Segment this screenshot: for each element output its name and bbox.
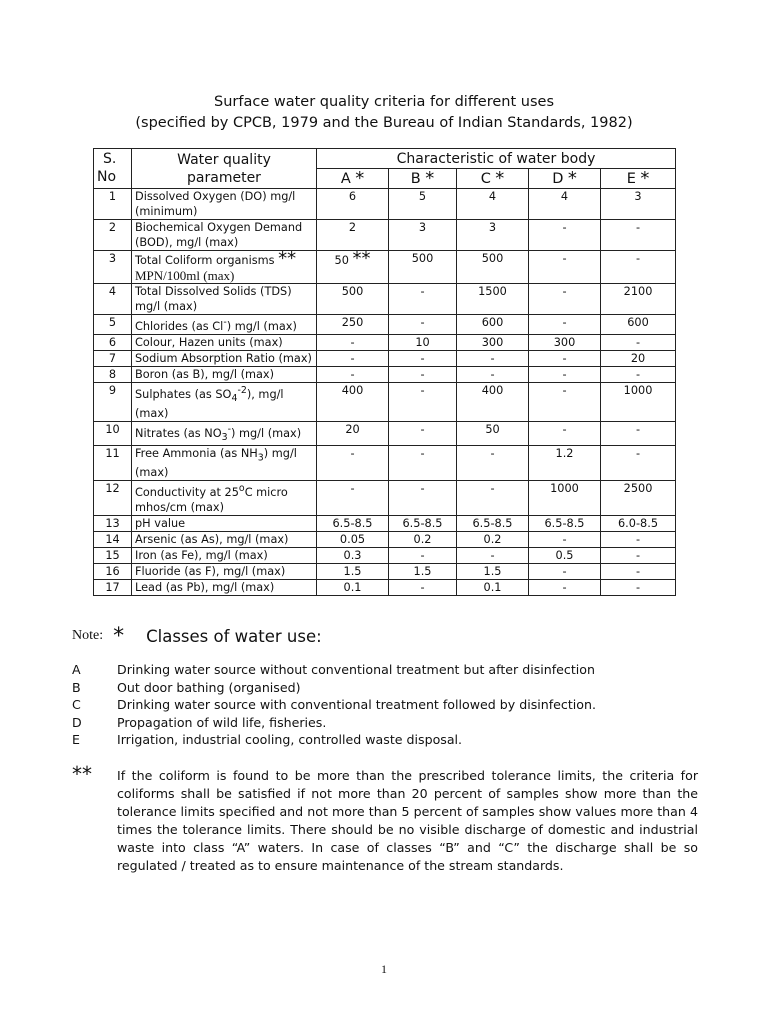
value-cell: 2500 xyxy=(601,481,676,516)
value-cell: 20 xyxy=(601,350,676,366)
value-cell: - xyxy=(529,350,601,366)
parameter-cell xyxy=(132,366,317,382)
row-number: 6 xyxy=(94,334,132,350)
table-row xyxy=(94,382,676,421)
parameter-cell xyxy=(132,315,317,335)
value-cell: - xyxy=(529,220,601,251)
value-cell: 1000 xyxy=(601,382,676,421)
parameter-superscript: - xyxy=(223,317,227,328)
parameter-name: Sodium Absorption Ratio (max) xyxy=(135,351,312,365)
parameter-cell xyxy=(132,334,317,350)
value-cell: 3 xyxy=(389,220,457,251)
table-row xyxy=(94,334,676,350)
class-letter-a: A xyxy=(340,171,351,187)
value-cell: - xyxy=(457,350,529,366)
parameter-name: Arsenic (as As), mg/l (max) xyxy=(135,532,289,546)
value-cell: - xyxy=(389,481,457,516)
table-row xyxy=(94,315,676,335)
parameter-cell xyxy=(132,220,317,251)
value-cell: - xyxy=(389,315,457,335)
parameter-cell xyxy=(132,284,317,315)
row-number: 13 xyxy=(94,515,132,531)
footnote-marker: ** xyxy=(72,762,92,786)
value-cell: 400 xyxy=(457,382,529,421)
value-cell: - xyxy=(529,366,601,382)
row-number: 4 xyxy=(94,284,132,315)
parameter-cell xyxy=(132,531,317,547)
value-cell: 4 xyxy=(529,189,601,220)
value-cell: - xyxy=(389,421,457,445)
classes-heading: Classes of water use: xyxy=(146,626,322,646)
characteristic-header: Characteristic of water body xyxy=(317,149,676,169)
value-cell: - xyxy=(389,445,457,480)
value-cell: 0.1 xyxy=(317,579,389,595)
value-cell: - xyxy=(389,350,457,366)
parameter-cell xyxy=(132,350,317,366)
note-marker: * xyxy=(113,623,125,649)
value-cell: - xyxy=(601,547,676,563)
value-cell: 3 xyxy=(457,220,529,251)
note-label: Note: xyxy=(72,628,104,643)
value-cell: 6.5-8.5 xyxy=(529,515,601,531)
class-item xyxy=(72,731,672,749)
value-cell: 500 xyxy=(389,251,457,284)
value-cell: 500 xyxy=(457,251,529,284)
value-cell: - xyxy=(529,251,601,284)
parameter-name: Free Ammonia (as NH xyxy=(135,446,258,460)
value-cell: - xyxy=(601,251,676,284)
row-number: 17 xyxy=(94,579,132,595)
parameter-cell xyxy=(132,515,317,531)
parameter-name: Total Coliform organisms xyxy=(135,254,275,267)
parameter-name: Total Dissolved Solids (TDS) mg/l (max) xyxy=(135,285,292,313)
sno-header-line2: No xyxy=(97,169,117,185)
class-header-b xyxy=(389,169,457,189)
value-cell: - xyxy=(529,563,601,579)
table-row xyxy=(94,366,676,382)
parameter-unit: MPN/100ml (max) xyxy=(135,268,235,283)
value-cell: 20 xyxy=(317,421,389,445)
value-cell: 1.5 xyxy=(317,563,389,579)
value-cell: - xyxy=(317,481,389,516)
class-header-c xyxy=(457,169,529,189)
parameter-name: Fluoride (as F), mg/l (max) xyxy=(135,564,286,578)
parameter-name: Sulphates (as SO xyxy=(135,387,232,401)
value-cell: 1.5 xyxy=(389,563,457,579)
parameter-cell xyxy=(132,421,317,445)
value-cell: 50 xyxy=(457,421,529,445)
value-cell: - xyxy=(389,366,457,382)
class-letter-b: B xyxy=(410,171,421,187)
parameter-name: Colour, Hazen units (max) xyxy=(135,335,283,349)
row-number: 16 xyxy=(94,563,132,579)
value-cell xyxy=(317,248,389,284)
value-cell: - xyxy=(601,366,676,382)
value-cell: - xyxy=(601,421,676,445)
class-header-e xyxy=(601,169,676,189)
row-number: 10 xyxy=(94,421,132,445)
row-number: 2 xyxy=(94,220,132,251)
parameter-name: Nitrates (as NO xyxy=(135,426,222,440)
table-row xyxy=(94,445,676,480)
class-header-a xyxy=(317,169,389,189)
value-cell: 300 xyxy=(457,334,529,350)
class-item xyxy=(72,696,672,714)
value-cell: 1.5 xyxy=(457,563,529,579)
parameter-suffix: ) mg/l (max) xyxy=(231,426,302,440)
class-item-text: Drinking water source without conventional treatment but after disinfection xyxy=(117,662,595,677)
table-row xyxy=(94,220,676,251)
row-number: 11 xyxy=(94,445,132,480)
value-cell: 1500 xyxy=(457,284,529,315)
page-number: 1 xyxy=(381,962,387,976)
value-marker: ** xyxy=(352,248,371,269)
value-cell: - xyxy=(457,445,529,480)
parameter-name: Lead (as Pb), mg/l (max) xyxy=(135,580,275,594)
value-cell: - xyxy=(601,445,676,480)
row-number: 3 xyxy=(94,251,132,284)
parameter-suffix: ), mg/l (max) xyxy=(135,387,284,420)
row-number: 15 xyxy=(94,547,132,563)
parameter-cell xyxy=(132,189,317,220)
table-row xyxy=(94,579,676,595)
class-item-letter: A xyxy=(72,662,81,677)
table-row xyxy=(94,284,676,315)
table-header-row xyxy=(94,149,676,169)
class-marker: * xyxy=(640,168,650,189)
class-item xyxy=(72,661,672,679)
class-item-text: Out door bathing (organised) xyxy=(117,679,301,695)
value-cell: - xyxy=(529,284,601,315)
value-cell: 6.5-8.5 xyxy=(457,515,529,531)
value-cell: 600 xyxy=(601,315,676,335)
parameter-name: Dissolved Oxygen (DO) mg/l (minimum) xyxy=(135,190,296,218)
value-cell: - xyxy=(389,284,457,315)
value-number: 50 xyxy=(334,254,349,267)
table-row xyxy=(94,189,676,220)
value-cell: - xyxy=(457,366,529,382)
water-quality-table xyxy=(93,148,676,596)
parameter-superscript: - xyxy=(227,423,231,435)
table-row xyxy=(94,515,676,531)
value-cell: 250 xyxy=(317,315,389,335)
parameter-name: Conductivity at 25 xyxy=(135,485,239,499)
parameter-cell xyxy=(132,382,317,421)
parameter-superscript: -2 xyxy=(237,384,247,396)
value-cell: - xyxy=(529,315,601,335)
row-number: 9 xyxy=(94,382,132,421)
class-marker: * xyxy=(355,168,365,189)
value-cell: 400 xyxy=(317,382,389,421)
class-item-letter: C xyxy=(72,697,81,712)
value-cell: - xyxy=(389,547,457,563)
table-row xyxy=(94,350,676,366)
class-item-letter: B xyxy=(72,679,81,695)
value-cell: 600 xyxy=(457,315,529,335)
parameter-name: Chlorides (as Cl xyxy=(135,319,224,333)
parameter-name: Iron (as Fe), mg/l (max) xyxy=(135,548,268,562)
value-cell: - xyxy=(529,382,601,421)
table-row xyxy=(94,531,676,547)
value-cell: 0.05 xyxy=(317,531,389,547)
value-cell: - xyxy=(601,220,676,251)
value-cell: - xyxy=(601,531,676,547)
value-cell: 3 xyxy=(601,189,676,220)
parameter-subscript: 3 xyxy=(257,452,264,464)
sno-header xyxy=(94,149,132,189)
class-item xyxy=(72,679,672,697)
class-item-letter: D xyxy=(72,714,82,730)
value-cell: - xyxy=(317,366,389,382)
class-item-text: Irrigation, industrial cooling, controlled waste disposal. xyxy=(117,732,463,747)
note-line xyxy=(72,624,322,648)
parameter-suffix: ) mg/l (max) xyxy=(135,446,297,480)
class-letter-e: E xyxy=(626,171,636,187)
value-cell: - xyxy=(601,563,676,579)
value-cell: 6.5-8.5 xyxy=(389,515,457,531)
row-number: 14 xyxy=(94,531,132,547)
parameter-cell xyxy=(132,579,317,595)
parameter-name: Biochemical Oxygen Demand (BOD), mg/l (max) xyxy=(135,221,303,249)
parameter-subscript: 4 xyxy=(231,392,238,404)
value-cell: 1.2 xyxy=(529,445,601,480)
class-item-text: Drinking water source with conventional treatment followed by disinfection. xyxy=(117,697,596,712)
parameter-cell xyxy=(132,563,317,579)
class-marker: * xyxy=(567,168,577,189)
value-cell: 300 xyxy=(529,334,601,350)
footnote-text: If the coliform is found to be more than the prescribed tolerance limits, the criteria for coliforms shall be satisfied if not more than 20 percent of samples show more than the tolerance limits specified and not more than 5 percent of samples show values more than 4 times the tolerance limits. There should be no visible discharge of domestic and industrial waste into class “A” waters. In case of classes “B” and “C” the discharge shall be so regulated / treated as to ensure maintenance of the stream standards. xyxy=(117,768,698,873)
parameter-cell xyxy=(132,547,317,563)
value-cell: - xyxy=(389,579,457,595)
parameter-suffix: ) mg/l (max) xyxy=(226,319,297,333)
parameter-subscript: 3 xyxy=(221,431,228,443)
value-cell: 0.2 xyxy=(389,531,457,547)
value-cell: 2 xyxy=(317,220,389,251)
document-subtitle: (specified by CPCB, 1979 and the Bureau of Indian Standards, 1982) xyxy=(135,115,633,131)
classes-list xyxy=(72,661,672,749)
parameter-cell xyxy=(132,481,317,516)
value-cell: - xyxy=(317,350,389,366)
table-row xyxy=(94,421,676,445)
value-cell: 2100 xyxy=(601,284,676,315)
value-cell: - xyxy=(457,481,529,516)
value-cell: 500 xyxy=(317,284,389,315)
document-title: Surface water quality criteria for different uses xyxy=(214,94,554,110)
value-cell: - xyxy=(317,334,389,350)
class-letter-c: C xyxy=(480,171,491,187)
parameter-header-line2: parameter xyxy=(187,170,261,186)
row-number: 1 xyxy=(94,189,132,220)
value-cell: 1000 xyxy=(529,481,601,516)
parameter-header xyxy=(132,149,317,189)
class-marker: * xyxy=(425,168,435,189)
value-cell: - xyxy=(389,382,457,421)
value-cell: - xyxy=(317,445,389,480)
parameter-name: pH value xyxy=(135,516,186,530)
class-marker: * xyxy=(495,168,505,189)
class-item-text: Propagation of wild life, fisheries. xyxy=(117,714,327,730)
parameter-name: Boron (as B), mg/l (max) xyxy=(135,367,275,381)
parameter-superscript: o xyxy=(238,483,245,495)
value-cell: - xyxy=(601,334,676,350)
class-letter-d: D xyxy=(552,171,564,187)
value-cell: 0.1 xyxy=(457,579,529,595)
value-cell: 0.5 xyxy=(529,547,601,563)
table-row xyxy=(94,251,676,284)
table-row xyxy=(94,481,676,516)
row-number: 12 xyxy=(94,481,132,516)
table-row xyxy=(94,563,676,579)
value-cell: 6 xyxy=(317,189,389,220)
parameter-header-line1: Water quality xyxy=(177,152,271,168)
sno-header-line1: S. xyxy=(103,151,117,167)
row-number: 7 xyxy=(94,350,132,366)
parameter-cell xyxy=(132,445,317,480)
value-cell: 4 xyxy=(457,189,529,220)
value-cell: - xyxy=(529,579,601,595)
class-header-d xyxy=(529,169,601,189)
value-cell: - xyxy=(457,547,529,563)
class-item xyxy=(72,714,672,732)
value-cell: 6.0-8.5 xyxy=(601,515,676,531)
value-cell: 10 xyxy=(389,334,457,350)
class-item-letter: E xyxy=(72,732,80,747)
value-cell: 5 xyxy=(389,189,457,220)
value-cell: - xyxy=(529,531,601,547)
parameter-cell xyxy=(132,248,317,284)
parameter-suffix: C micro mhos/cm (max) xyxy=(135,485,288,514)
value-cell: - xyxy=(601,579,676,595)
table-row xyxy=(94,547,676,563)
row-number: 8 xyxy=(94,366,132,382)
value-cell: - xyxy=(529,421,601,445)
parameter-marker: ** xyxy=(278,248,297,269)
value-cell: 6.5-8.5 xyxy=(317,515,389,531)
value-cell: 0.2 xyxy=(457,531,529,547)
value-cell: 0.3 xyxy=(317,547,389,563)
row-number: 5 xyxy=(94,315,132,335)
